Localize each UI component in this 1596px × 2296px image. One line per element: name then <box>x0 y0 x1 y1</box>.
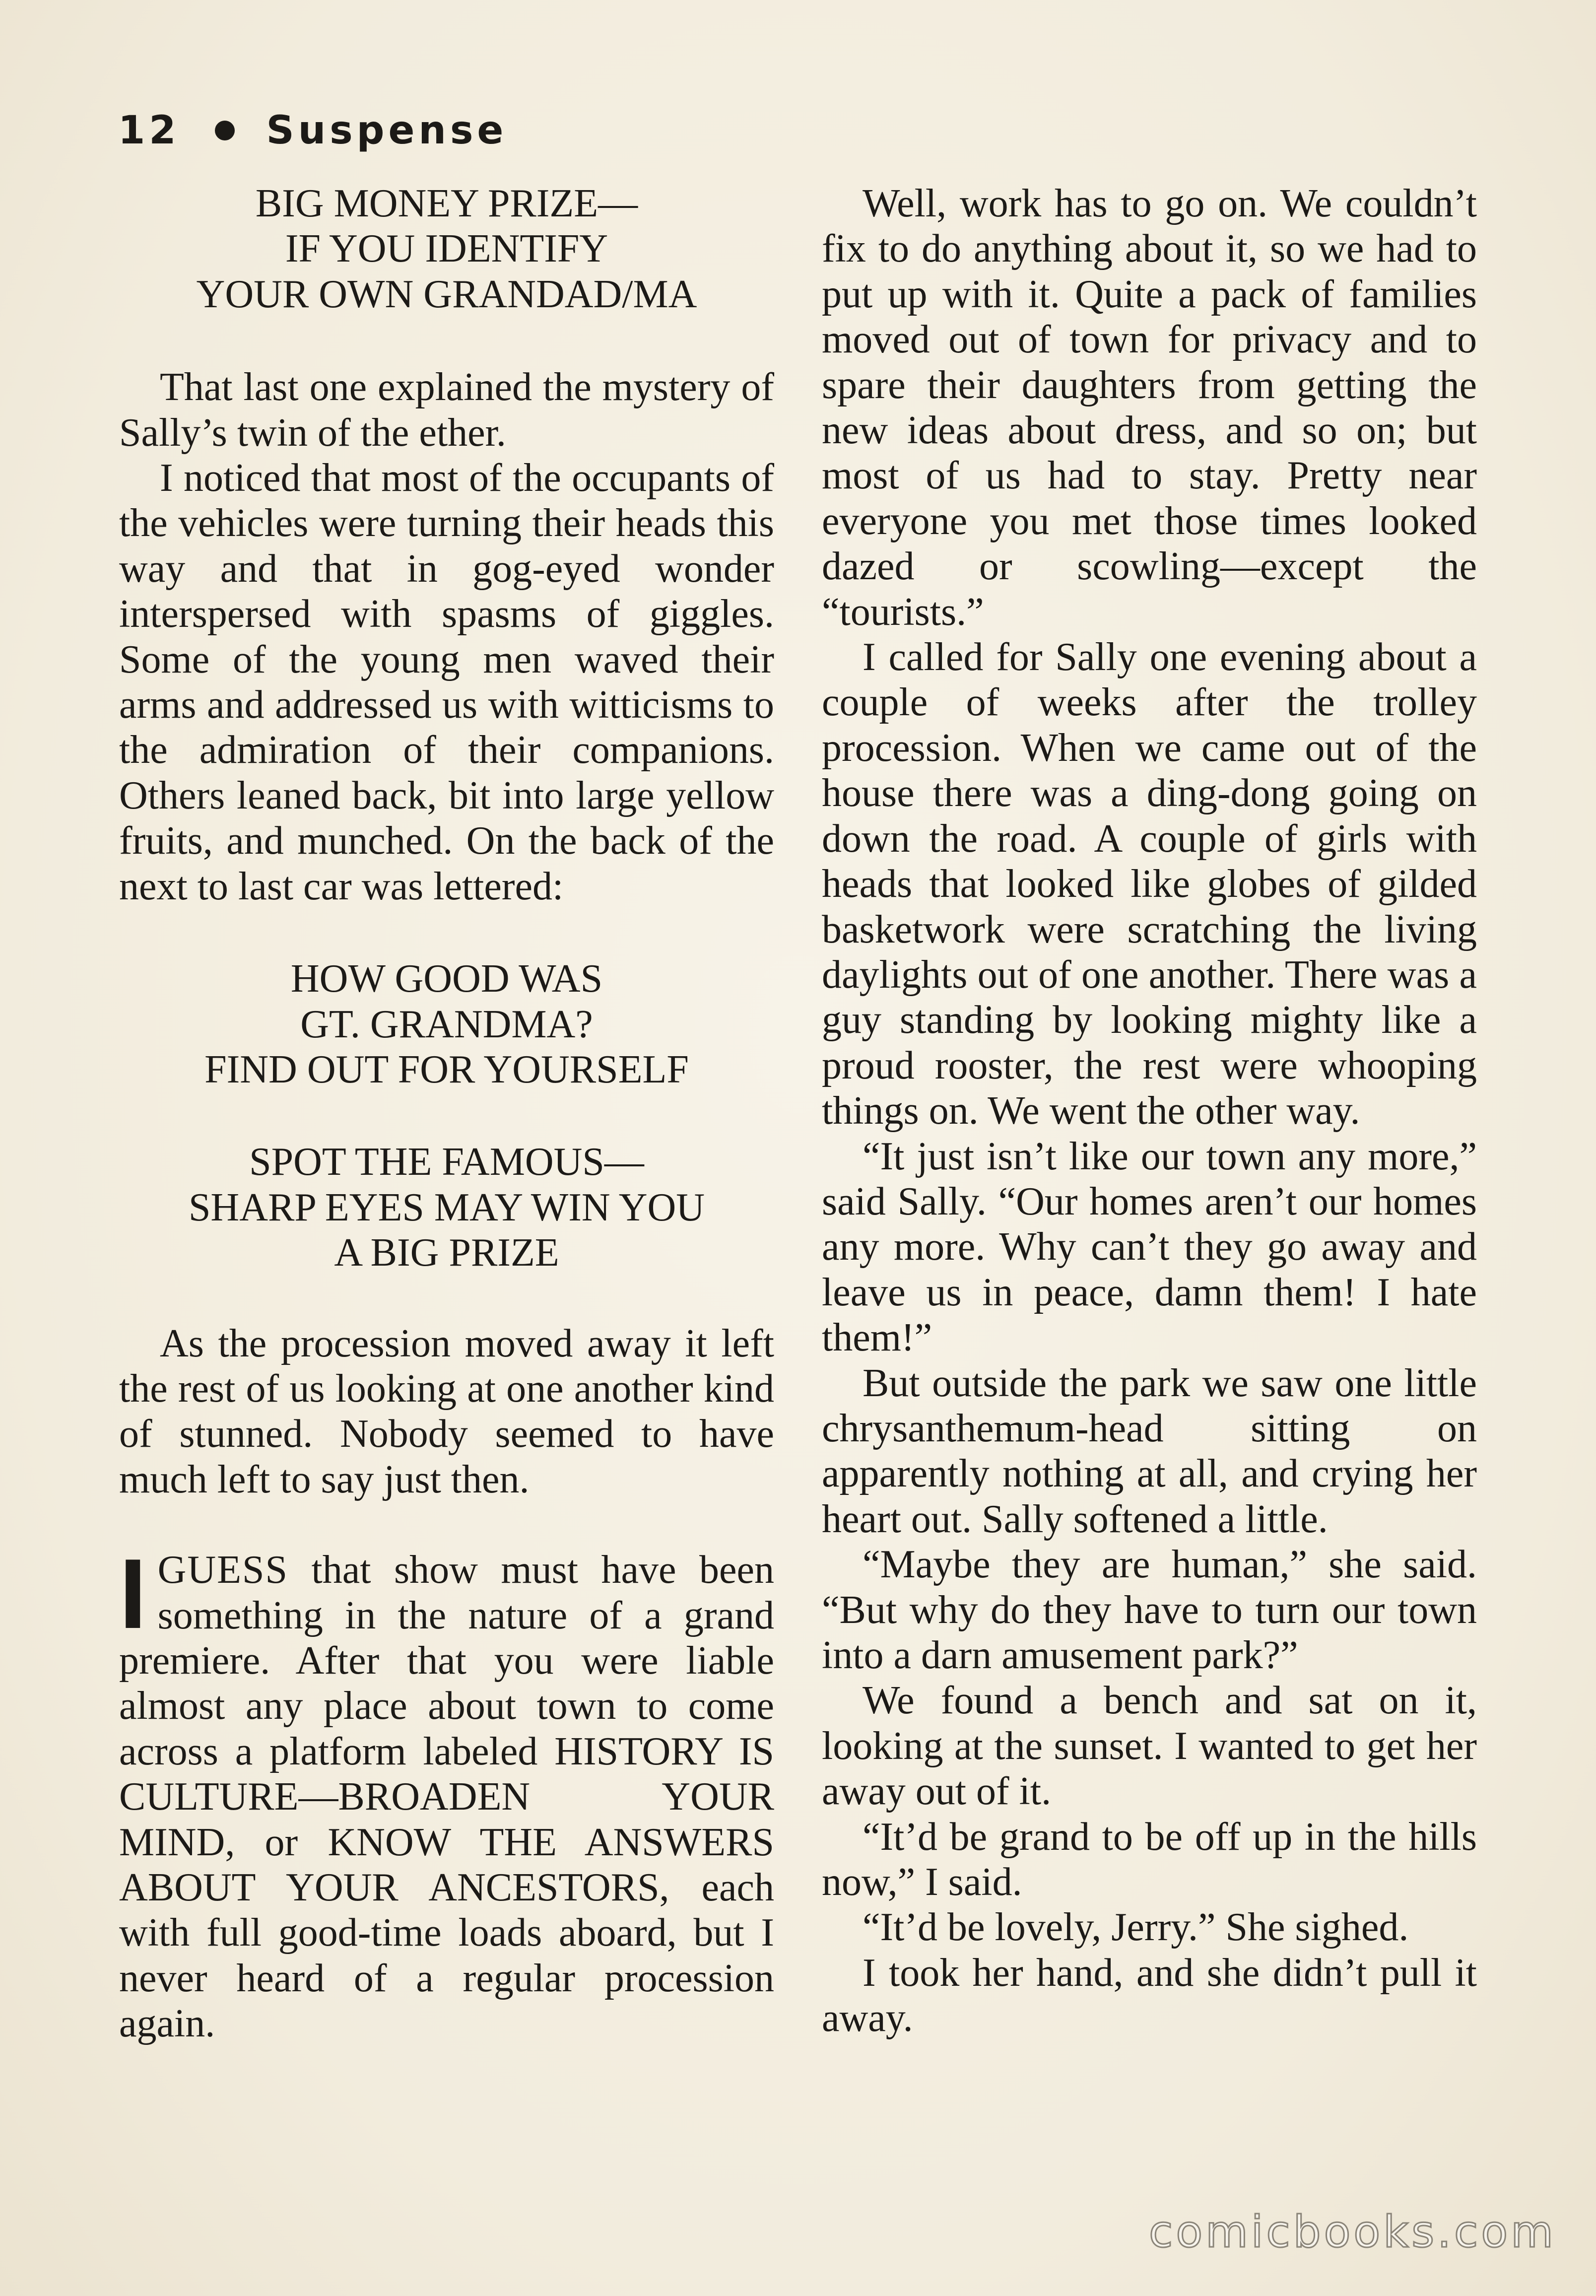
sign-line: BIG MONEY PRIZE— <box>255 182 638 225</box>
drop-cap: I <box>119 1539 147 1650</box>
right-column <box>822 181 1477 2041</box>
paragraph: That last one explained the mystery of Sally’s twin of the ether. <box>119 365 774 455</box>
left-column <box>119 181 774 2047</box>
sign-gt-grandma <box>119 956 774 1092</box>
sign-big-money-prize <box>119 181 774 317</box>
sign-line: A BIG PRIZE <box>334 1231 559 1275</box>
paragraph: As the procession moved away it left the rest of us looking at one another kind of stunned. Nobody seemed to have much left to say just then. <box>119 1321 774 1501</box>
paragraph: We found a bench and sat on it, looking at the sunset. I wanted to get her away out of it. <box>822 1679 1477 1814</box>
sign-line: YOUR OWN GRANDAD/MA <box>196 272 697 316</box>
magazine-title: Suspense <box>266 108 508 153</box>
paragraph: I noticed that most of the occupants of the vehicles were turning their heads this way and that in gog-eyed wonder interspersed with spasms of giggles. Some of the young men waved their arms and addressed us with witticisms to the admiration of their companions. Others leaned back, bit into large yellow fruits, and munched. On the back of the next to last car was lettered: <box>119 456 774 908</box>
sign-line: SPOT THE FAMOUS— <box>249 1140 644 1184</box>
sign-line: SHARP EYES MAY WIN YOU <box>188 1185 705 1229</box>
sign-line: GT. GRANDMA? <box>300 1002 593 1046</box>
page-number: 12 <box>118 108 180 153</box>
running-head <box>118 108 507 153</box>
sign-line: HOW GOOD WAS <box>290 957 603 1001</box>
paragraph: “Maybe they are human,” she said. “But why do they have to turn our town into a darn amusement park?” <box>822 1543 1477 1677</box>
sign-spot-the-famous <box>119 1140 774 1276</box>
paragraph: “It’d be lovely, Jerry.” She sighed. <box>863 1905 1409 1950</box>
paragraph-dropcap <box>119 1539 774 2046</box>
paragraph: But outside the park we saw one little chrysanthemum-head sitting on apparently nothing at all, and crying her heart out. Sally softened a little. <box>822 1361 1477 1541</box>
paragraph-text: that show must have been something in the nature of a grand premiere. After that you were liable almost any place about town to come across a platform labeled HISTORY IS CULTURE—BROADEN YOUR MIND, or KNOW THE ANSWERS ABOUT YOUR ANCESTORS, each with full good-time loads aboard, but I never heard of a regular procession again. <box>119 1548 774 2046</box>
paragraph: “It’d be grand to be off up in the hills now,” I said. <box>822 1815 1477 1904</box>
paragraph: Well, work has to go on. We couldn’t fix to do anything about it, so we had to put up with it. Quite a pack of families moved out of town for privacy and to spare their daughters from getting the new ideas about dress, and so on; but most of us had to stay. Pretty near everyone you met those times looked dazed or scowling—except the “tourists.” <box>822 182 1477 634</box>
sign-line: IF YOU IDENTIFY <box>285 227 608 271</box>
paragraph: I called for Sally one evening about a couple of weeks after the trolley procession. When we came out of the house there was a ding-dong going on down the road. A couple of girls with heads that looked like globes of gilded basketwork were scratching the living daylights out of one another. There was a guy standing by looking mighty like a proud rooster, the rest were whooping things on. We went the other way. <box>822 635 1477 1133</box>
small-caps-lead: GUESS <box>157 1548 288 1592</box>
paragraph: I took her hand, and she didn’t pull it away. <box>822 1951 1477 2040</box>
bullet-dot-icon <box>215 121 235 140</box>
paragraph: “It just isn’t like our town any more,” said Sally. “Our homes aren’t our homes any more. Why can’t they go away and leave us in peace, damn them! I hate them!” <box>822 1134 1477 1360</box>
sign-line: FIND OUT FOR YOURSELF <box>204 1047 689 1091</box>
watermark-logo: comicbooks.com <box>1148 2206 1556 2257</box>
